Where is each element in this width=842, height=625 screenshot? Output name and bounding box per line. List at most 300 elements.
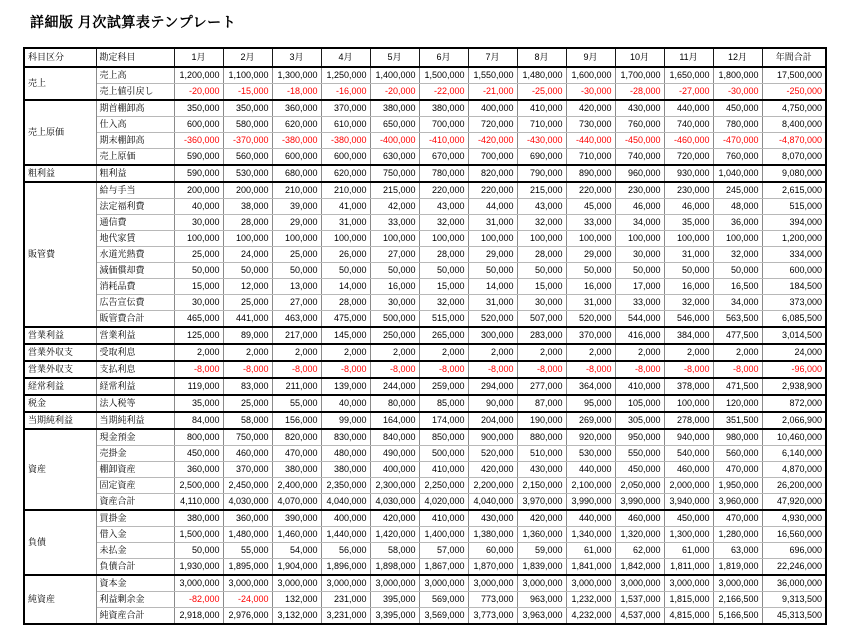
value-cell: -24,000 [223, 592, 272, 608]
value-cell: 546,000 [664, 311, 713, 328]
value-cell: 460,000 [615, 510, 664, 527]
value-cell: 520,000 [566, 311, 615, 328]
value-cell: 880,000 [517, 429, 566, 446]
value-cell: 1,537,000 [615, 592, 664, 608]
value-cell: -400,000 [370, 133, 419, 149]
value-cell: 100,000 [615, 231, 664, 247]
value-cell: 580,000 [223, 117, 272, 133]
account-cell: 支払利息 [96, 361, 174, 378]
value-cell: -8,000 [517, 361, 566, 378]
value-cell: 34,000 [615, 215, 664, 231]
value-cell: 33,000 [615, 295, 664, 311]
category-cell: 粗利益 [24, 165, 96, 182]
table-row [24, 231, 826, 247]
value-cell: 16,000 [370, 279, 419, 295]
value-cell: 3,000,000 [370, 575, 419, 592]
value-cell: 30,000 [517, 295, 566, 311]
value-cell: 55,000 [272, 395, 321, 412]
value-cell: 3,000,000 [713, 575, 762, 592]
value-cell: 220,000 [468, 182, 517, 199]
account-cell: 純資産合計 [96, 608, 174, 625]
value-cell: 4,537,000 [615, 608, 664, 625]
value-cell: -370,000 [223, 133, 272, 149]
value-cell: 980,000 [713, 429, 762, 446]
value-cell: 1,040,000 [713, 165, 762, 182]
value-cell: 410,000 [419, 510, 468, 527]
value-cell: -8,000 [615, 361, 664, 378]
value-cell: -8,000 [468, 361, 517, 378]
value-cell: 710,000 [517, 117, 566, 133]
value-cell: 590,000 [174, 149, 223, 166]
account-cell: 売上値引戻し [96, 84, 174, 101]
value-cell: 41,000 [321, 199, 370, 215]
value-cell: 190,000 [517, 412, 566, 429]
table-row [24, 182, 826, 199]
value-cell: 420,000 [370, 510, 419, 527]
value-cell: 1,898,000 [370, 559, 419, 576]
table-row [24, 608, 826, 625]
value-cell: 350,000 [174, 100, 223, 117]
value-cell: -470,000 [713, 133, 762, 149]
value-cell: 230,000 [664, 182, 713, 199]
value-cell: 45,000 [566, 199, 615, 215]
value-cell: 620,000 [321, 165, 370, 182]
category-cell: 資産 [24, 429, 96, 510]
table-row [24, 117, 826, 133]
value-cell: 24,000 [762, 344, 826, 361]
value-cell: 630,000 [370, 149, 419, 166]
value-cell: 215,000 [517, 182, 566, 199]
value-cell: 3,014,500 [762, 327, 826, 344]
value-cell: 1,896,000 [321, 559, 370, 576]
table-row [24, 344, 826, 361]
value-cell: -410,000 [419, 133, 468, 149]
value-cell: 100,000 [664, 395, 713, 412]
account-cell: 負債合計 [96, 559, 174, 576]
value-cell: 600,000 [272, 149, 321, 166]
value-cell: 4,870,000 [762, 462, 826, 478]
value-cell: 50,000 [615, 263, 664, 279]
value-cell: 87,000 [517, 395, 566, 412]
value-cell: 6,085,500 [762, 311, 826, 328]
table-row [24, 494, 826, 511]
value-cell: 278,000 [664, 412, 713, 429]
value-cell: 27,000 [370, 247, 419, 263]
value-cell: 450,000 [174, 446, 223, 462]
value-cell: 370,000 [566, 327, 615, 344]
value-cell: 1,360,000 [517, 527, 566, 543]
value-cell: 750,000 [370, 165, 419, 182]
value-cell: 4,815,000 [664, 608, 713, 625]
value-cell: 30,000 [615, 247, 664, 263]
value-cell: 3,773,000 [468, 608, 517, 625]
value-cell: 700,000 [419, 117, 468, 133]
value-cell: 760,000 [713, 149, 762, 166]
value-cell: 15,000 [419, 279, 468, 295]
table-row [24, 559, 826, 576]
value-cell: 1,800,000 [713, 67, 762, 84]
value-cell: 360,000 [223, 510, 272, 527]
value-cell: 119,000 [174, 378, 223, 395]
value-cell: 100,000 [419, 231, 468, 247]
value-cell: 515,000 [419, 311, 468, 328]
value-cell: 4,232,000 [566, 608, 615, 625]
value-cell: 40,000 [174, 199, 223, 215]
table-row [24, 446, 826, 462]
value-cell: 373,000 [762, 295, 826, 311]
value-cell: 31,000 [566, 295, 615, 311]
table-row [24, 462, 826, 478]
category-cell: 純資産 [24, 575, 96, 624]
value-cell: 48,000 [713, 199, 762, 215]
table-row [24, 478, 826, 494]
category-cell: 売上 [24, 67, 96, 100]
value-cell: 17,000 [615, 279, 664, 295]
value-cell: 380,000 [272, 462, 321, 478]
value-cell: 2,100,000 [566, 478, 615, 494]
table-row [24, 543, 826, 559]
value-cell: 3,569,000 [419, 608, 468, 625]
value-cell: 38,000 [223, 199, 272, 215]
value-cell: 477,500 [713, 327, 762, 344]
account-cell: 法人税等 [96, 395, 174, 412]
table-header-row [24, 48, 826, 67]
account-cell: 経常利益 [96, 378, 174, 395]
value-cell: 9,313,500 [762, 592, 826, 608]
value-cell: 1,232,000 [566, 592, 615, 608]
value-cell: 760,000 [615, 117, 664, 133]
account-cell: 棚卸資産 [96, 462, 174, 478]
value-cell: 450,000 [713, 100, 762, 117]
value-cell: 231,000 [321, 592, 370, 608]
table-row [24, 510, 826, 527]
value-cell: -28,000 [615, 84, 664, 101]
value-cell: 520,000 [468, 446, 517, 462]
value-cell: 1,815,000 [664, 592, 713, 608]
value-cell: -15,000 [223, 84, 272, 101]
value-cell: 36,000,000 [762, 575, 826, 592]
category-cell: 販管費 [24, 182, 96, 327]
value-cell: 14,000 [468, 279, 517, 295]
value-cell: 245,000 [713, 182, 762, 199]
value-cell: 820,000 [272, 429, 321, 446]
value-cell: -8,000 [664, 361, 713, 378]
account-cell: 期末棚卸高 [96, 133, 174, 149]
table-row [24, 133, 826, 149]
account-cell: 給与手当 [96, 182, 174, 199]
value-cell: 50,000 [321, 263, 370, 279]
value-cell: 740,000 [615, 149, 664, 166]
value-cell: 470,000 [713, 462, 762, 478]
account-cell: 地代家賃 [96, 231, 174, 247]
value-cell: -450,000 [615, 133, 664, 149]
value-cell: 773,000 [468, 592, 517, 608]
table-row [24, 527, 826, 543]
value-cell: 500,000 [370, 311, 419, 328]
header-cell: 2月 [223, 48, 272, 67]
value-cell: 380,000 [321, 462, 370, 478]
category-cell: 営業利益 [24, 327, 96, 344]
value-cell: 50,000 [664, 263, 713, 279]
value-cell: 174,000 [419, 412, 468, 429]
value-cell: 31,000 [321, 215, 370, 231]
value-cell: 283,000 [517, 327, 566, 344]
value-cell: 1,500,000 [419, 67, 468, 84]
value-cell: 5,166,500 [713, 608, 762, 625]
value-cell: 410,000 [419, 462, 468, 478]
value-cell: 780,000 [419, 165, 468, 182]
value-cell: 400,000 [370, 462, 419, 478]
account-cell: 借入金 [96, 527, 174, 543]
value-cell: -20,000 [174, 84, 223, 101]
value-cell: 2,000 [370, 344, 419, 361]
header-cell: 12月 [713, 48, 762, 67]
header-cell: 7月 [468, 48, 517, 67]
value-cell: 2,400,000 [272, 478, 321, 494]
table-header-row [24, 48, 826, 67]
value-cell: 1,819,000 [713, 559, 762, 576]
account-cell: 販管費合計 [96, 311, 174, 328]
value-cell: 590,000 [174, 165, 223, 182]
account-cell: 法定福利費 [96, 199, 174, 215]
value-cell: 3,000,000 [321, 575, 370, 592]
header-cell: 9月 [566, 48, 615, 67]
value-cell: 2,615,000 [762, 182, 826, 199]
value-cell: 35,000 [174, 395, 223, 412]
value-cell: 1,841,000 [566, 559, 615, 576]
value-cell: 2,938,900 [762, 378, 826, 395]
value-cell: 3,000,000 [174, 575, 223, 592]
table-row [24, 279, 826, 295]
value-cell: 460,000 [664, 462, 713, 478]
value-cell: 463,000 [272, 311, 321, 328]
value-cell: 100,000 [566, 231, 615, 247]
value-cell: 450,000 [664, 510, 713, 527]
value-cell: 50,000 [566, 263, 615, 279]
table-row [24, 165, 826, 182]
value-cell: 200,000 [223, 182, 272, 199]
value-cell: 930,000 [664, 165, 713, 182]
value-cell: 2,000 [468, 344, 517, 361]
value-cell: 2,150,000 [517, 478, 566, 494]
value-cell: 1,950,000 [713, 478, 762, 494]
value-cell: 2,250,000 [419, 478, 468, 494]
value-cell: 544,000 [615, 311, 664, 328]
value-cell: 120,000 [713, 395, 762, 412]
value-cell: 2,166,500 [713, 592, 762, 608]
value-cell: 30,000 [174, 215, 223, 231]
value-cell: 16,500 [713, 279, 762, 295]
value-cell: 46,000 [615, 199, 664, 215]
value-cell: 4,930,000 [762, 510, 826, 527]
value-cell: 872,000 [762, 395, 826, 412]
value-cell: 265,000 [419, 327, 468, 344]
value-cell: 1,340,000 [566, 527, 615, 543]
value-cell: 100,000 [370, 231, 419, 247]
value-cell: 430,000 [468, 510, 517, 527]
value-cell: 450,000 [615, 462, 664, 478]
value-cell: 963,000 [517, 592, 566, 608]
value-cell: 380,000 [370, 100, 419, 117]
value-cell: 530,000 [223, 165, 272, 182]
value-cell: 850,000 [419, 429, 468, 446]
value-cell: 2,000 [664, 344, 713, 361]
header-cell: 3月 [272, 48, 321, 67]
category-cell: 税金 [24, 395, 96, 412]
category-cell: 経常利益 [24, 378, 96, 395]
value-cell: 1,200,000 [762, 231, 826, 247]
value-cell: 33,000 [370, 215, 419, 231]
value-cell: 410,000 [615, 378, 664, 395]
value-cell: 430,000 [517, 462, 566, 478]
value-cell: 1,100,000 [223, 67, 272, 84]
value-cell: 490,000 [370, 446, 419, 462]
value-cell: 1,300,000 [272, 67, 321, 84]
value-cell: 400,000 [468, 100, 517, 117]
value-cell: 47,920,000 [762, 494, 826, 511]
value-cell: 560,000 [713, 446, 762, 462]
value-cell: 50,000 [713, 263, 762, 279]
value-cell: 351,500 [713, 412, 762, 429]
value-cell: 600,000 [321, 149, 370, 166]
value-cell: 3,000,000 [419, 575, 468, 592]
table-row [24, 429, 826, 446]
value-cell: 1,842,000 [615, 559, 664, 576]
value-cell: 4,020,000 [419, 494, 468, 511]
table-row [24, 361, 826, 378]
value-cell: 1,400,000 [419, 527, 468, 543]
value-cell: 680,000 [272, 165, 321, 182]
value-cell: 1,320,000 [615, 527, 664, 543]
value-cell: 15,000 [174, 279, 223, 295]
value-cell: 2,976,000 [223, 608, 272, 625]
value-cell: 3,940,000 [664, 494, 713, 511]
value-cell: 55,000 [223, 543, 272, 559]
value-cell: 61,000 [566, 543, 615, 559]
value-cell: -8,000 [174, 361, 223, 378]
value-cell: 4,750,000 [762, 100, 826, 117]
value-cell: 269,000 [566, 412, 615, 429]
value-cell: 3,231,000 [321, 608, 370, 625]
value-cell: 416,000 [615, 327, 664, 344]
value-cell: 32,000 [419, 215, 468, 231]
value-cell: 460,000 [223, 446, 272, 462]
value-cell: 364,000 [566, 378, 615, 395]
account-cell: 当期純利益 [96, 412, 174, 429]
value-cell: 370,000 [321, 100, 370, 117]
value-cell: 1,811,000 [664, 559, 713, 576]
table-row [24, 215, 826, 231]
value-cell: 90,000 [468, 395, 517, 412]
value-cell: -30,000 [566, 84, 615, 101]
value-cell: 3,970,000 [517, 494, 566, 511]
value-cell: 3,395,000 [370, 608, 419, 625]
value-cell: 100,000 [664, 231, 713, 247]
value-cell: 2,000 [174, 344, 223, 361]
value-cell: 27,000 [272, 295, 321, 311]
value-cell: 46,000 [664, 199, 713, 215]
value-cell: 29,000 [566, 247, 615, 263]
table-row [24, 378, 826, 395]
value-cell: 1,440,000 [321, 527, 370, 543]
value-cell: 500,000 [419, 446, 468, 462]
value-cell: 900,000 [468, 429, 517, 446]
value-cell: 3,000,000 [664, 575, 713, 592]
value-cell: 470,000 [713, 510, 762, 527]
value-cell: 33,000 [566, 215, 615, 231]
value-cell: 24,000 [223, 247, 272, 263]
value-cell: 410,000 [517, 100, 566, 117]
value-cell: 220,000 [566, 182, 615, 199]
value-cell: 26,200,000 [762, 478, 826, 494]
value-cell: -8,000 [272, 361, 321, 378]
value-cell: 1,380,000 [468, 527, 517, 543]
value-cell: 50,000 [419, 263, 468, 279]
value-cell: 43,000 [517, 199, 566, 215]
value-cell: 560,000 [223, 149, 272, 166]
table-row [24, 263, 826, 279]
value-cell: 100,000 [174, 231, 223, 247]
account-cell: 期首棚卸高 [96, 100, 174, 117]
value-cell: -22,000 [419, 84, 468, 101]
value-cell: 22,246,000 [762, 559, 826, 576]
value-cell: 4,040,000 [321, 494, 370, 511]
value-cell: 100,000 [272, 231, 321, 247]
value-cell: 31,000 [468, 215, 517, 231]
value-cell: -82,000 [174, 592, 223, 608]
value-cell: 63,000 [713, 543, 762, 559]
table-row [24, 149, 826, 166]
value-cell: -30,000 [713, 84, 762, 101]
value-cell: 370,000 [223, 462, 272, 478]
account-cell: 水道光熱費 [96, 247, 174, 263]
value-cell: 2,000,000 [664, 478, 713, 494]
value-cell: 2,000 [419, 344, 468, 361]
value-cell: 2,066,900 [762, 412, 826, 429]
account-cell: 未払金 [96, 543, 174, 559]
value-cell: 8,400,000 [762, 117, 826, 133]
value-cell: -21,000 [468, 84, 517, 101]
value-cell: 830,000 [321, 429, 370, 446]
account-cell: 資本金 [96, 575, 174, 592]
value-cell: -18,000 [272, 84, 321, 101]
value-cell: 530,000 [566, 446, 615, 462]
header-cell: 年間合計 [762, 48, 826, 67]
account-cell: 広告宣伝費 [96, 295, 174, 311]
category-cell: 営業外収支 [24, 344, 96, 361]
value-cell: 100,000 [713, 231, 762, 247]
header-cell: 1月 [174, 48, 223, 67]
value-cell: 95,000 [566, 395, 615, 412]
value-cell: 940,000 [664, 429, 713, 446]
value-cell: 28,000 [517, 247, 566, 263]
value-cell: 2,000 [321, 344, 370, 361]
value-cell: 610,000 [321, 117, 370, 133]
value-cell: -8,000 [566, 361, 615, 378]
value-cell: 2,300,000 [370, 478, 419, 494]
category-cell: 当期純利益 [24, 412, 96, 429]
value-cell: 25,000 [223, 395, 272, 412]
value-cell: 14,000 [321, 279, 370, 295]
account-cell: 仕入高 [96, 117, 174, 133]
table-row [24, 247, 826, 263]
value-cell: 211,000 [272, 378, 321, 395]
value-cell: 650,000 [370, 117, 419, 133]
account-cell: 粗利益 [96, 165, 174, 182]
value-cell: 62,000 [615, 543, 664, 559]
value-cell: 139,000 [321, 378, 370, 395]
value-cell: 2,000 [272, 344, 321, 361]
